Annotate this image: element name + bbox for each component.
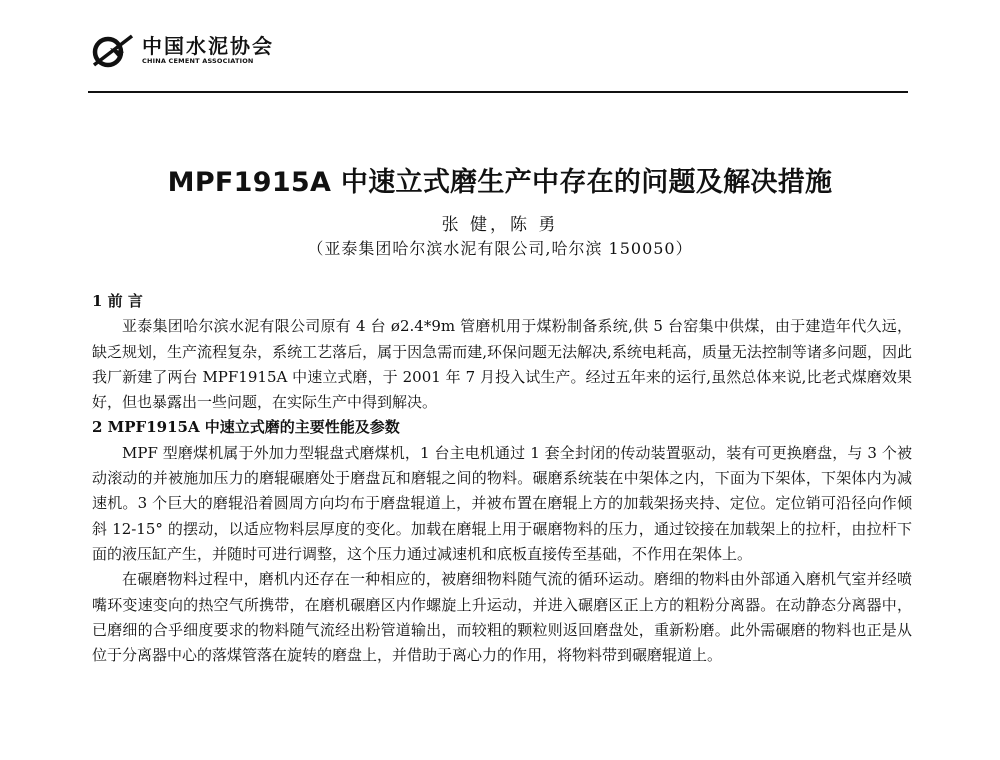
paper-affiliation: （亚泰集团哈尔滨水泥有限公司,哈尔滨 150050） (307, 239, 693, 258)
section-heading-introduction: 1 前 言 (92, 292, 143, 310)
logo-text (142, 35, 274, 66)
org-name-en: CHINA CEMENT ASSOCIATION (142, 56, 254, 65)
paper-authors: 张 健，陈 勇 (441, 215, 559, 235)
paper-body (92, 289, 912, 668)
header-divider (88, 91, 908, 93)
page-header (88, 30, 274, 70)
section-heading-performance: 2 MPF1915A 中速立式磨的主要性能及参数 (92, 418, 400, 437)
section-paragraph: MPF 型磨煤机属于外加力型辊盘式磨煤机，1 台主电机通过 1 套全封闭的传动装置驱动，装有可更换磨盘，与 3 个被动滚动的并被施加压力的磨辊碾磨处于磨盘瓦和磨辊之间的物料。碾磨系统装在中架体之内，下面为下架体，下架体内为减速机。3 个巨大的磨辊沿着圆周方向均布于磨盘辊道上，并被布置在磨辊上方的加载架扬夹持、定位。定位销可沿径向作倾斜 12-15° 的摆动，以适应物料层厚度的变化。加载在磨辊上用于碾磨物料的压力，通过铰接在加载架上的拉杆，由拉杆下面的液压缸产生，并随时可进行调整，这个压力通过减速机和底板直接传至基础，不作用在架体上。 (92, 443, 912, 563)
section-paragraph: 亚泰集团哈尔滨水泥有限公司原有 4 台 ø2.4*9m 管磨机用于煤粉制备系统,供 5 台窑集中供煤，由于建造年代久远，缺乏规划，生产流程复杂，系统工艺落后，属于因急需而建,环保问题无法解决,系统电耗高，质量无法控制等诸多问题，因此我厂新建了两台 MPF1915A 中速立式磨，于 2001 年 7 月投入试生产。经过五年来的运行,虽然总体来说,比老式煤磨效果好，但也暴露出一些问题，在实际生产中得到解决。 (92, 317, 912, 412)
china-cement-association-logo-icon (88, 30, 136, 70)
org-name-cn: 中国水泥协会 (142, 33, 274, 58)
paper-title: MPF1915A 中速立式磨生产中存在的问题及解决措施 (167, 167, 833, 198)
section-paragraph: 在碾磨物料过程中，磨机内还存在一种相应的，被磨细物料随气流的循环运动。磨细的物料由外部通入磨机气室并经喷嘴环变速变向的热空气所携带，在磨机碾磨区内作螺旋上升运动，并进入碾磨区正上方的粗粉分离器。在动静态分离器中，已磨细的合乎细度要求的物料随气流经出粉管道输出，而较粗的颗粒则返回磨盘处，重新粉磨。此外需碾磨的物料也正是从位于分离器中心的落煤管落在旋转的磨盘上，并借助于离心力的作用，将物料带到碾磨辊道上。 (92, 570, 912, 665)
